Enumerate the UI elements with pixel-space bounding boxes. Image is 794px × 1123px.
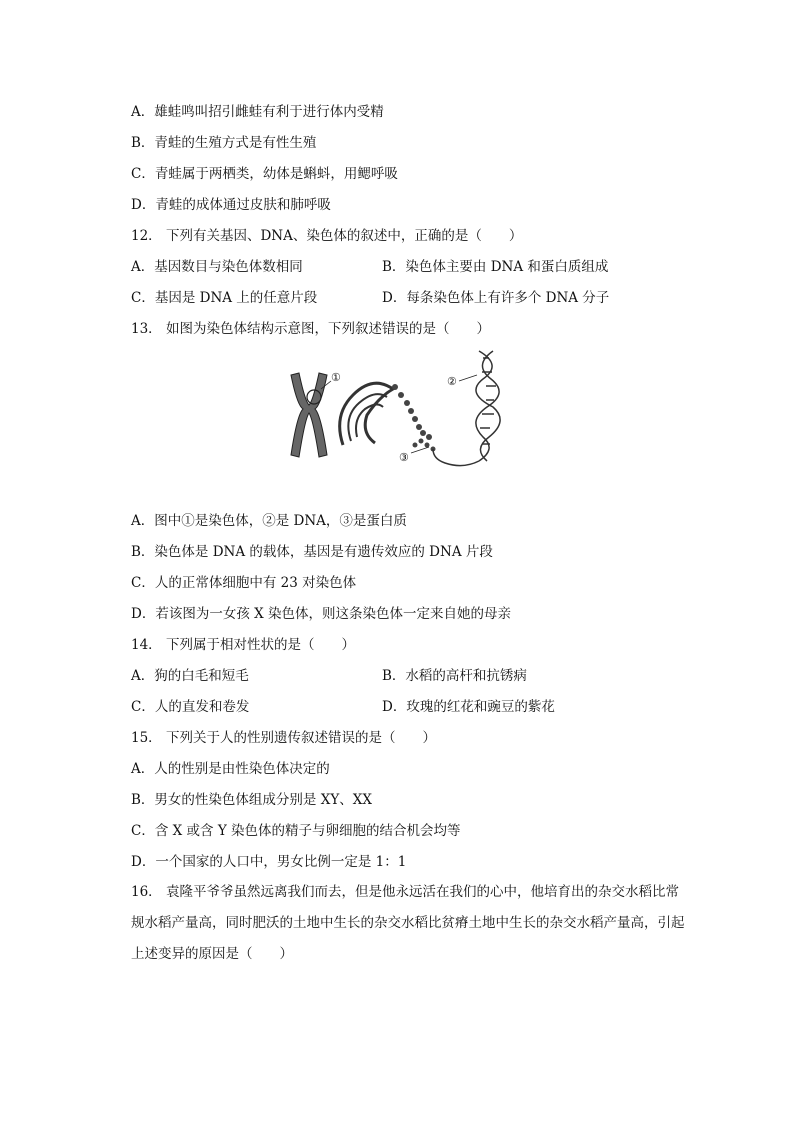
q15-option-c: C．含 X 或含 Y 染色体的精子与卵细胞的结合机会均等 — [131, 823, 461, 839]
figure-label-1: ① — [331, 371, 341, 384]
q13-option-b: B．染色体是 DNA 的载体，基因是有遗传效应的 DNA 片段 — [131, 544, 493, 560]
q14-option-c: C．人的直发和卷发 — [131, 699, 250, 715]
q15-option-d: D．一个国家的人口中，男女比例一定是 1：1 — [131, 854, 407, 870]
q15-option-b: B．男女的性染色体组成分别是 XY、XX — [131, 792, 372, 808]
q14-option-a: A．狗的白毛和短毛 — [131, 668, 249, 684]
q15-option-a: A．人的性别是由性染色体决定的 — [131, 761, 330, 777]
q13-stem: 13． 如图为染色体结构示意图，下列叙述错误的是（ ） — [131, 321, 490, 337]
q14-option-d: D．玫瑰的红花和豌豆的紫花 — [382, 699, 555, 715]
figure-label-2: ② — [447, 375, 457, 388]
coiled-chromatin — [340, 383, 393, 445]
q11-option-b: B．青蛙的生殖方式是有性生殖 — [131, 135, 317, 151]
q15-stem: 15． 下列关于人的性别遗传叙述错误的是（ ） — [131, 730, 436, 746]
q12-option-a: A．基因数目与染色体数相同 — [131, 259, 303, 275]
q13-option-c: C．人的正常体细胞中有 23 对染色体 — [131, 575, 357, 591]
q16-stem: 16． 袁隆平爷爷虽然远离我们而去，但是他永远活在我们的心中，他培育出的杂交水稻比常规水稻产量高，同时肥沃的土地中生长的杂交水稻比贫瘠土地中生长的杂交水稻产量高，引起上述变异的原因是（ ） — [131, 884, 685, 962]
dna-double-helix — [433, 351, 500, 466]
q12-option-b: B．染色体主要由 DNA 和蛋白质组成 — [382, 259, 609, 275]
q12-stem: 12． 下列有关基因、DNA、染色体的叙述中，正确的是（ ） — [131, 228, 523, 244]
q12-option-d: D．每条染色体上有许多个 DNA 分子 — [382, 290, 610, 306]
q11-option-a: A．雄蛙鸣叫招引雌蛙有利于进行体内受精 — [131, 104, 384, 120]
chromosome-structure-figure — [283, 345, 513, 475]
q14-stem: 14． 下列属于相对性状的是（ ） — [131, 637, 355, 653]
q14-option-b: B．水稻的高杆和抗锈病 — [382, 668, 527, 684]
q13-option-a: A．图中①是染色体，②是 DNA，③是蛋白质 — [131, 513, 407, 529]
q11-option-d: D．青蛙的成体通过皮肤和肺呼吸 — [131, 197, 331, 213]
chromosome-x-shape — [291, 373, 327, 457]
figure-label-3: ③ — [399, 451, 409, 464]
q12-option-c: C．基因是 DNA 上的任意片段 — [131, 290, 318, 306]
q13-option-d: D．若该图为一女孩 X 染色体，则这条染色体一定来自她的母亲 — [131, 606, 512, 622]
nucleosome-beads — [392, 384, 436, 452]
q11-option-c: C．青蛙属于两栖类，幼体是蝌蚪，用鳃呼吸 — [131, 166, 398, 182]
